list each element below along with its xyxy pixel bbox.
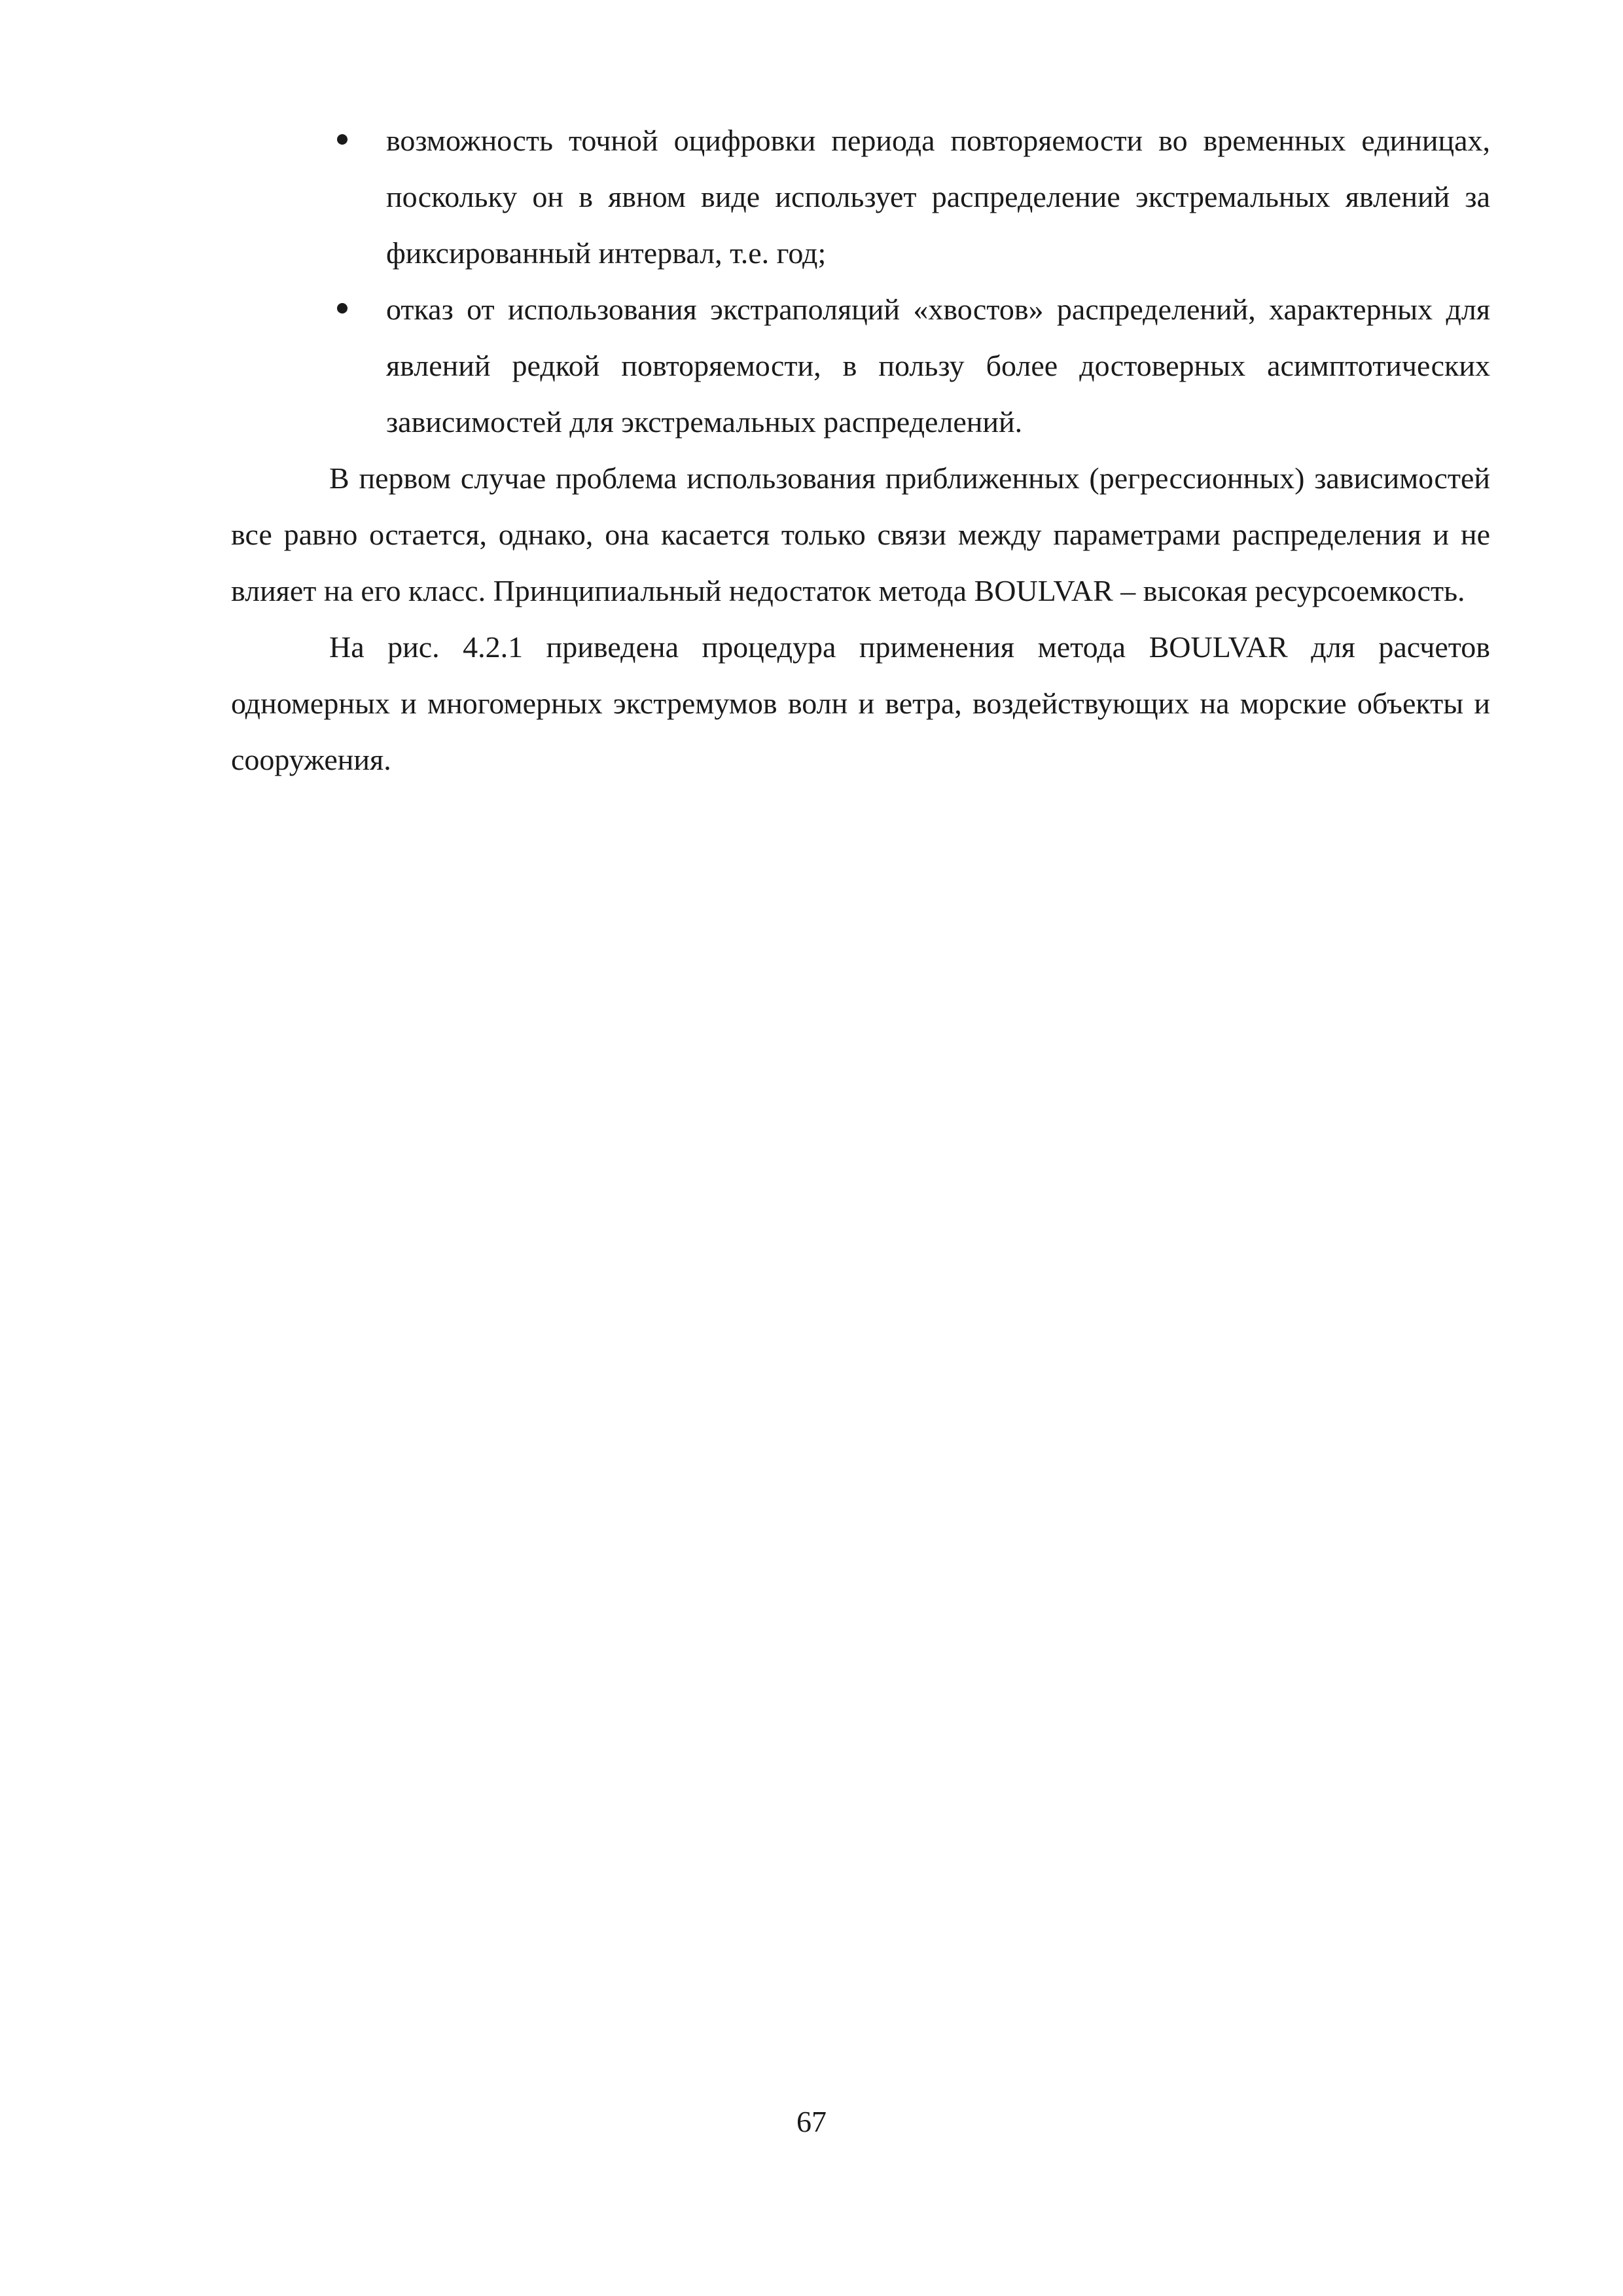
- paragraph: В первом случае проблема использования приближенных (регрессионных) зависимостей все равно остается, однако, она касается только связи между параметрами распределения и не влияет на его класс. Принципиальный недостаток метода BOULVAR – высокая ресурсоемкость.: [231, 461, 1490, 607]
- bullet-list: [231, 113, 1490, 450]
- paragraph: На рис. 4.2.1 приведена процедура применения метода BOULVAR для расчетов одномерных и многомерных экстремумов волн и ветра, воздействующих на морские объекты и сооружения.: [231, 630, 1490, 776]
- page-body: [231, 113, 1490, 788]
- bullet-icon: [337, 303, 348, 314]
- bullet-text: возможность точной оцифровки периода повторяемости во временных единицах, поскольку он в явном виде использует распределение экстремальных явлений за фиксированный интервал, т.е. год;: [386, 124, 1490, 270]
- page-number: 67: [796, 2105, 827, 2138]
- bullet-item: [231, 113, 1490, 281]
- bullet-text: отказ от использования экстраполяций «хвостов» распределений, характерных для явлений редкой повторяемости, в пользу более достоверных асимптотических зависимостей для экстремальных распределений.: [386, 293, 1490, 439]
- bullet-item: [231, 281, 1490, 450]
- bullet-icon: [337, 134, 348, 145]
